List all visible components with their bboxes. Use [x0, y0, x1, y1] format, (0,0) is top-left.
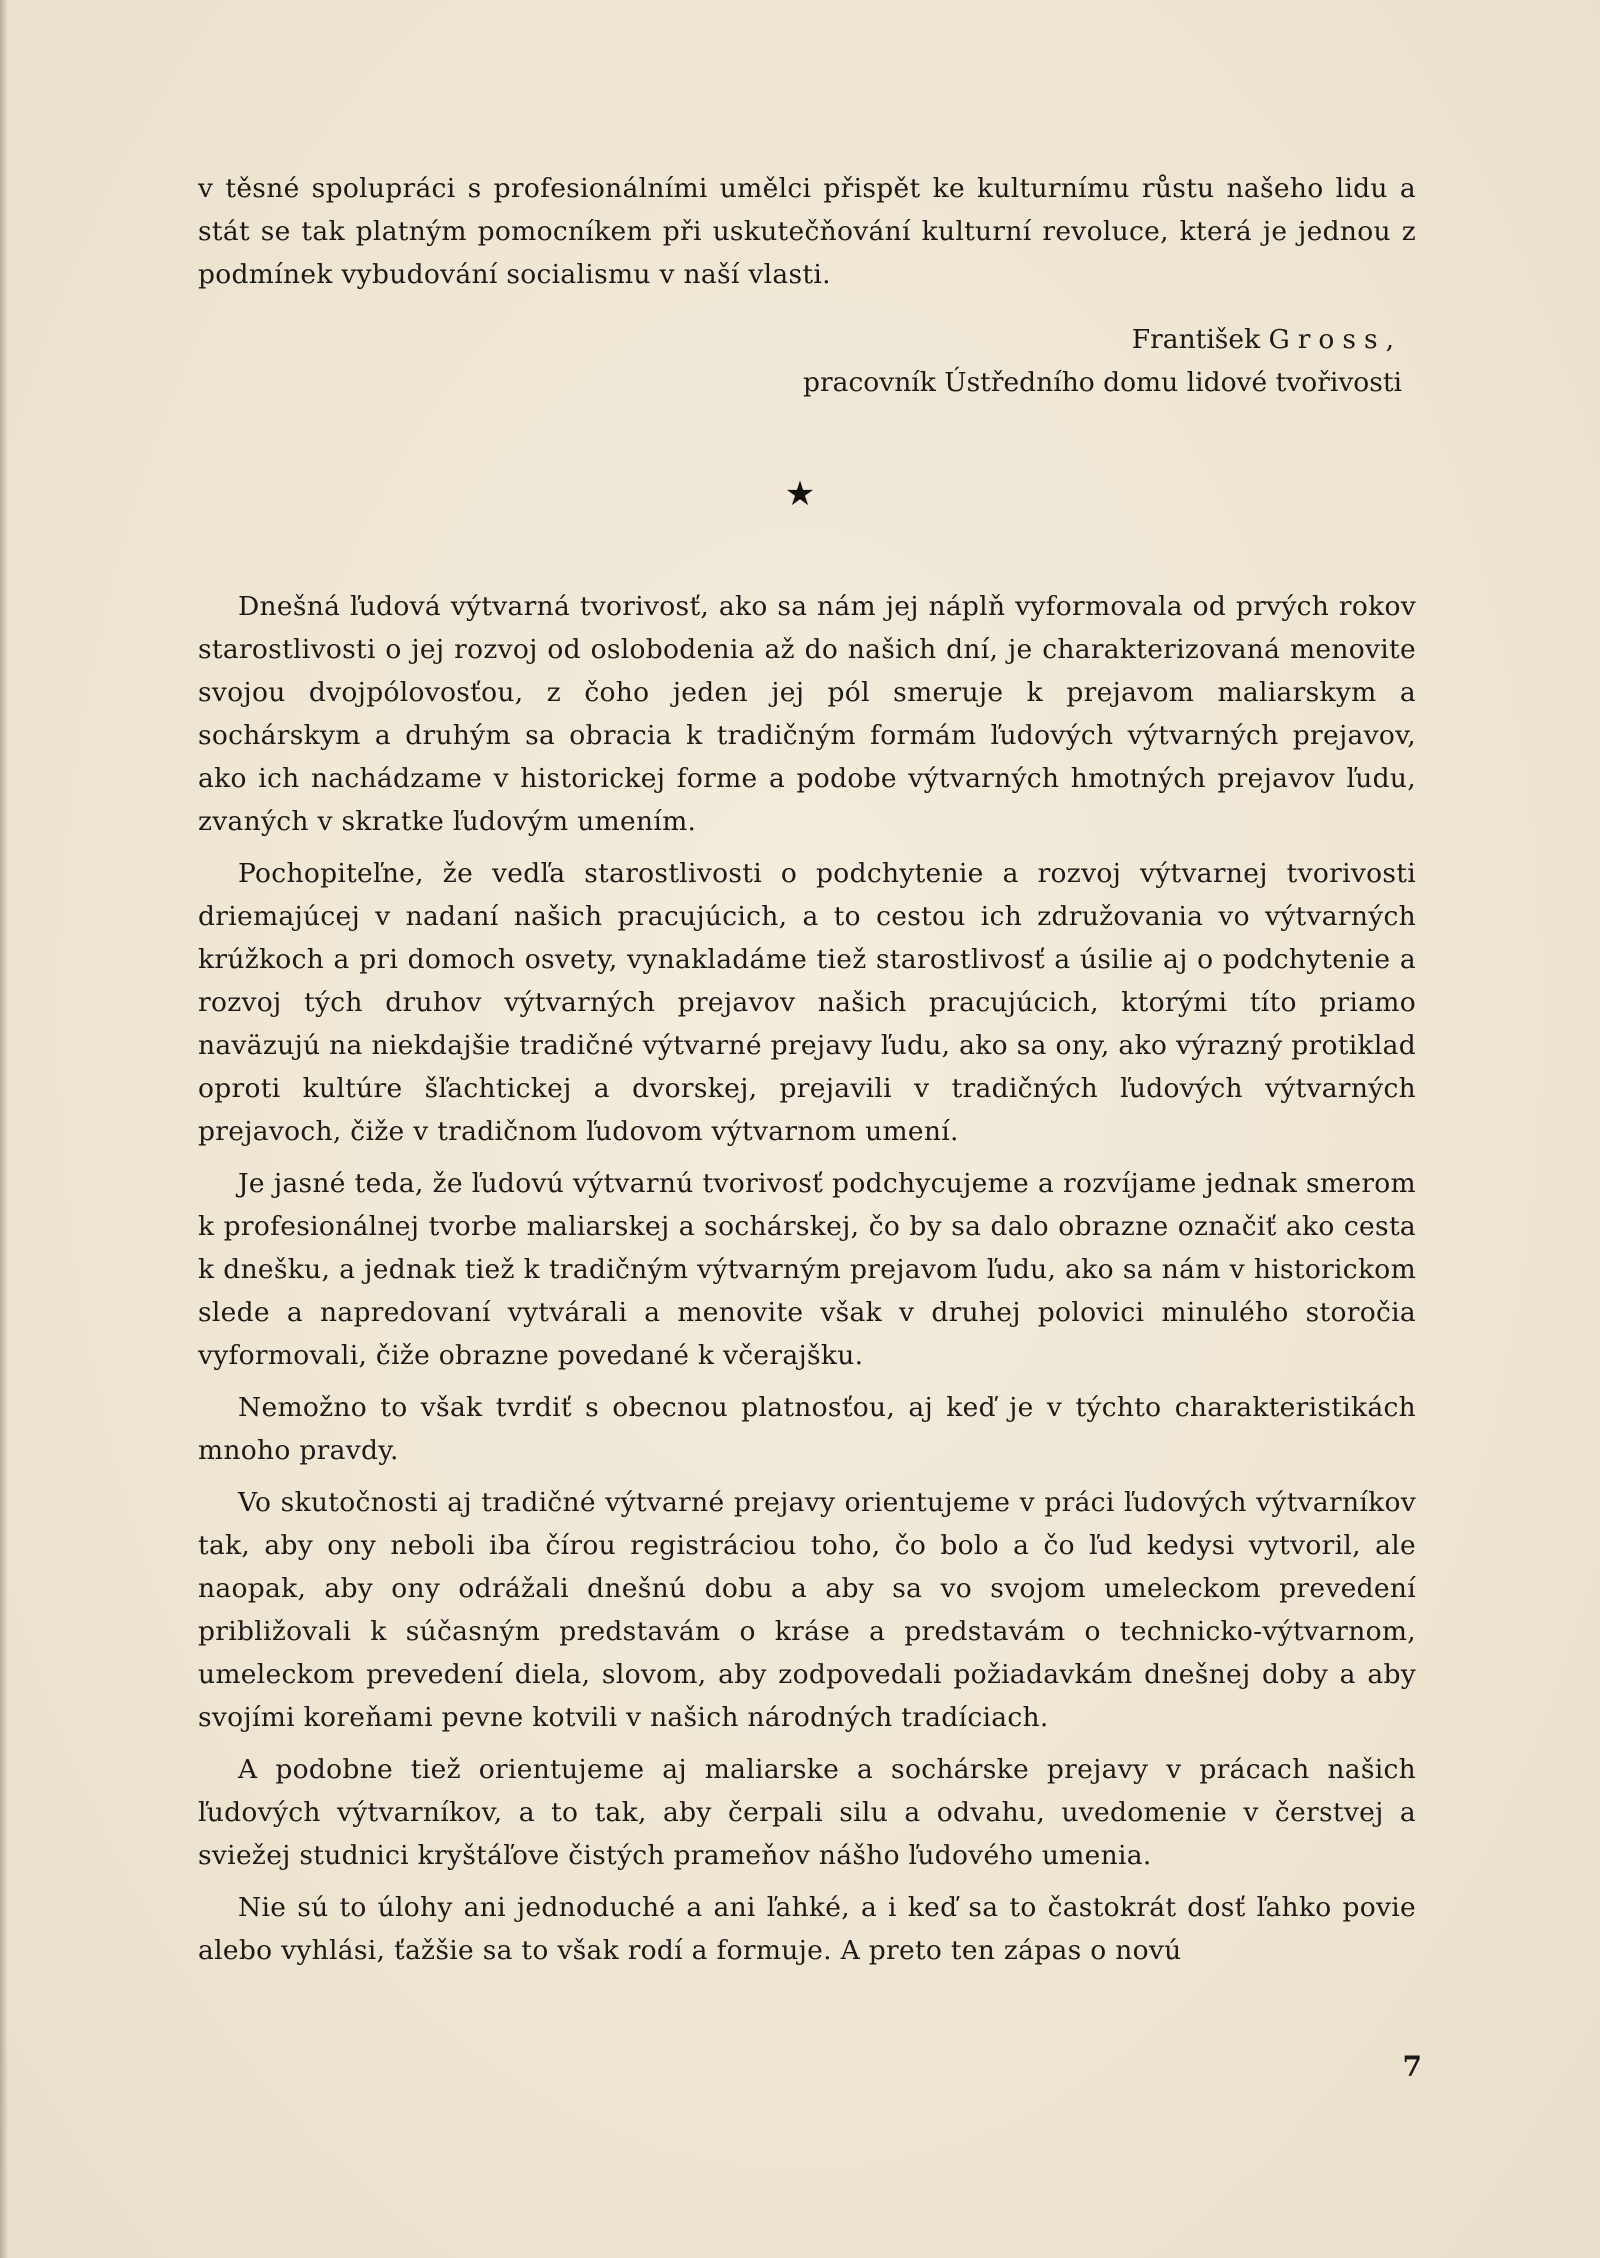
- signature-first-name: František: [1131, 324, 1261, 355]
- signature-surname: Gross,: [1268, 324, 1402, 355]
- paragraph: Je jasné teda, že ľudovú výtvarnú tvorivosť podchycujeme a rozvíjame jednak smerom k profesionálnej tvorbe maliarskej a sochárskej, čo by sa dalo obrazne označiť ako cesta k dnešku, a jednak tiež k tradičným výtvarným prejavom ľudu, ako sa nám v historickom slede a napredovaní vytvárali a menovite však v druhej polovici minulého storočia vyformovali, čiže obrazne povedané k včerajšku.: [198, 1168, 1416, 1371]
- intro-section: [198, 167, 1416, 296]
- page-edge-shadow: [0, 0, 8, 2258]
- paragraph: Vo skutočnosti aj tradičné výtvarné prejavy orientujeme v práci ľudových výtvarníkov tak, aby ony neboli iba čírou registráciou toho, čo bolo a čo ľud kedysi vytvoril, ale naopak, aby ony odrážali dnešnú dobu a aby sa vo svojom umeleckom prevedení približovali k súčasným predstavám o kráse a predstavám o technicko-výtvarnom, umeleckom prevedení diela, slovom, aby zodpovedali požiadavkám dnešnej doby a aby svojími koreňami pevne kotvili v našich národných tradíciach.: [198, 1487, 1416, 1733]
- signature: [803, 318, 1402, 404]
- page-number: 7: [1402, 2050, 1422, 2083]
- paragraph: Nie sú to úlohy ani jednoduché a ani ľahké, a i keď sa to častokrát dosť ľahko povie alebo vyhlási, ťažšie sa to však rodí a formuje. A preto ten zápas o novú: [198, 1892, 1416, 1966]
- intro-paragraph: v těsné spolupráci s profesionálními umělci přispět ke kulturnímu růstu našeho lidu a stát se tak platným pomocníkem při uskutečňování kulturní revoluce, která je jednou z podmínek vybudování socialismu v naší vlasti.: [198, 173, 1416, 290]
- paragraph: Dnešná ľudová výtvarná tvorivosť, ako sa nám jej náplň vyformovala od prvých rokov starostlivosti o jej rozvoj od oslobodenia až do našich dní, je charakterizovaná menovite svojou dvojpólovosťou, z čoho jeden jej pól smeruje k prejavom maliarskym a sochárskym a druhým sa obracia k tradičným formám ľudových výtvarných prejavov, ako ich nachádzame v historickej forme a podobe výtvarných hmotných prejavov ľudu, zvaných v skratke ľudovým umením.: [198, 591, 1416, 837]
- paragraph: A podobne tiež orientujeme aj maliarske a sochárske prejavy v prácach našich ľudových výtvarníkov, a to tak, aby čerpali silu a odvahu, uvedomenie v čerstvej a sviežej studnici kryštáľove čistých prameňov nášho ľudového umenia.: [198, 1754, 1416, 1871]
- signature-name: [803, 318, 1402, 361]
- main-text: [198, 585, 1416, 1981]
- star-icon: ★: [784, 474, 816, 514]
- paragraph: Nemožno to však tvrdiť s obecnou platnosťou, aj keď je v týchto charakteristikách mnoho pravdy.: [198, 1392, 1416, 1466]
- signature-role: pracovník Ústředního domu lidové tvořivosti: [803, 367, 1402, 398]
- paragraph: Pochopiteľne, že vedľa starostlivosti o podchytenie a rozvoj výtvarnej tvorivosti driemajúcej v nadaní našich pracujúcich, a to cestou ich združovania vo výtvarných krúžkoch a pri domoch osvety, vynakladáme tiež starostlivosť a úsilie aj o podchytenie a rozvoj tých druhov výtvarných prejavov našich pracujúcich, ktorými títo priamo naväzujú na niekdajšie tradičné výtvarné prejavy ľudu, ako sa ony, ako výrazný protiklad oproti kultúre šľachtickej a dvorskej, prejavili v tradičných ľudových výtvarných prejavoch, čiže v tradičnom ľudovom výtvarnom umení.: [198, 858, 1416, 1147]
